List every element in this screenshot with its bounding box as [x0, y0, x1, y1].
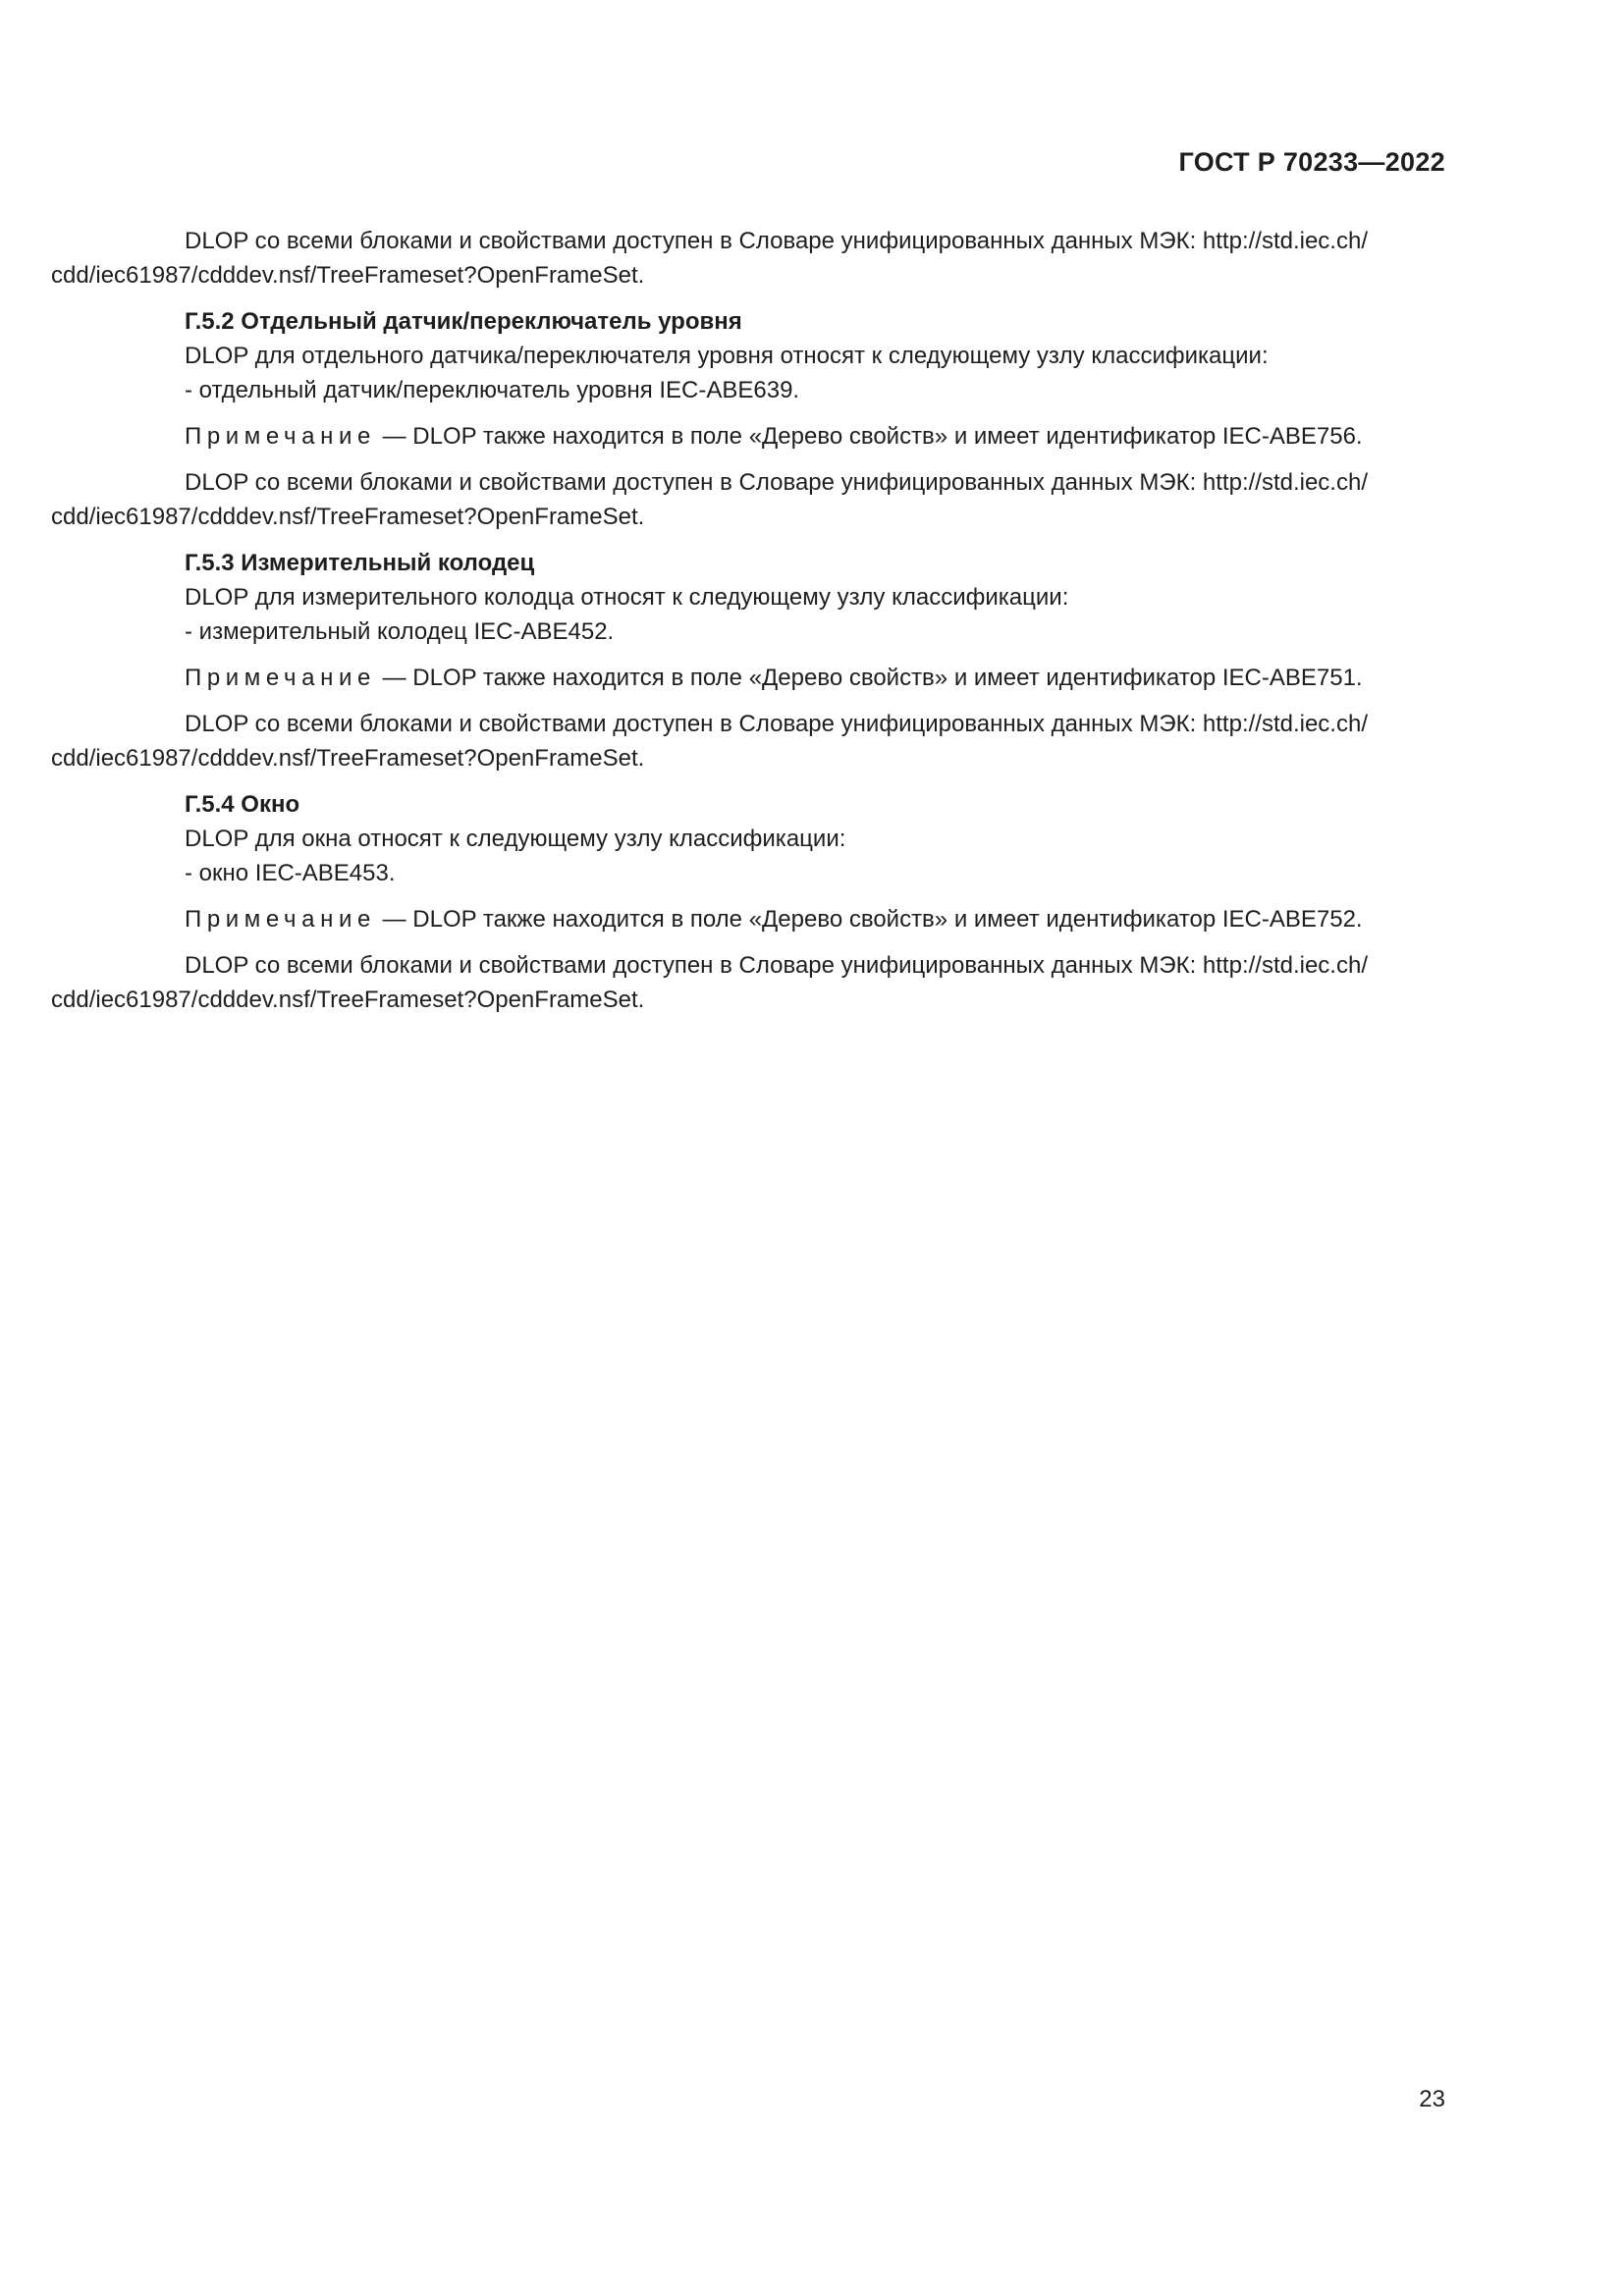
section-intro: DLOP для измерительного колодца относят к следующему узлу классификации: — [185, 584, 1069, 611]
availability-paragraph — [51, 465, 1445, 534]
paragraph-line: cdd/iec61987/cdddev.nsf/TreeFrameset?OpenFrameSet. — [51, 262, 645, 289]
classification-item: - отдельный датчик/переключатель уровня IEC-ABE639. — [185, 377, 800, 403]
note-text: — DLOP также находится в поле «Дерево свойств» и имеет идентификатор IEC-ABE752. — [375, 906, 1363, 933]
section-g-5-2 — [51, 304, 1445, 534]
paragraph-line: cdd/iec61987/cdddev.nsf/TreeFrameset?OpenFrameSet. — [51, 987, 645, 1013]
paragraph-line: cdd/iec61987/cdddev.nsf/TreeFrameset?OpenFrameSet. — [51, 745, 645, 772]
page-number: 23 — [1419, 2086, 1445, 2112]
classification-item: - измерительный колодец IEC-ABE452. — [185, 618, 615, 645]
availability-paragraph — [51, 948, 1445, 1017]
note — [118, 661, 1445, 695]
paragraph-line: cdd/iec61987/cdddev.nsf/TreeFrameset?OpenFrameSet. — [51, 504, 645, 530]
intro-paragraph — [51, 224, 1445, 293]
section-intro: DLOP для отдельного датчика/переключателя уровня относят к следующему узлу классификации: — [185, 343, 1269, 369]
section-heading: Г.5.3 Измерительный колодец — [185, 550, 535, 576]
note-label: Примечание — [185, 423, 376, 450]
section-intro: DLOP для окна относят к следующему узлу классификации: — [185, 826, 846, 852]
section-g-5-3 — [51, 546, 1445, 775]
note-label: Примечание — [185, 665, 376, 691]
section-heading: Г.5.2 Отдельный датчик/переключатель уровня — [185, 308, 742, 335]
note-text: — DLOP также находится в поле «Дерево свойств» и имеет идентификатор IEC-ABE751. — [375, 665, 1363, 691]
note-text: — DLOP также находится в поле «Дерево свойств» и имеет идентификатор IEC-ABE756. — [375, 423, 1363, 450]
availability-paragraph — [51, 707, 1445, 775]
section-g-5-4 — [51, 787, 1445, 1017]
note — [118, 902, 1445, 936]
document-code: ГОСТ Р 70233—2022 — [1178, 147, 1445, 177]
note — [118, 419, 1445, 454]
paragraph-line: DLOP со всеми блоками и свойствами доступен в Словаре унифицированных данных МЭК: http://std.iec.ch/ — [185, 711, 1368, 737]
paragraph-line: DLOP со всеми блоками и свойствами доступен в Словаре унифицированных данных МЭК: http://std.iec.ch/ — [185, 952, 1368, 979]
page-content — [51, 224, 1445, 1029]
paragraph-line: DLOP со всеми блоками и свойствами доступен в Словаре унифицированных данных МЭК: http://std.iec.ch/ — [185, 228, 1368, 254]
paragraph-line: DLOP со всеми блоками и свойствами доступен в Словаре унифицированных данных МЭК: http://std.iec.ch/ — [185, 469, 1368, 496]
note-label: Примечание — [185, 906, 376, 933]
classification-item: - окно IEC-ABE453. — [185, 860, 396, 886]
section-heading: Г.5.4 Окно — [185, 791, 300, 818]
